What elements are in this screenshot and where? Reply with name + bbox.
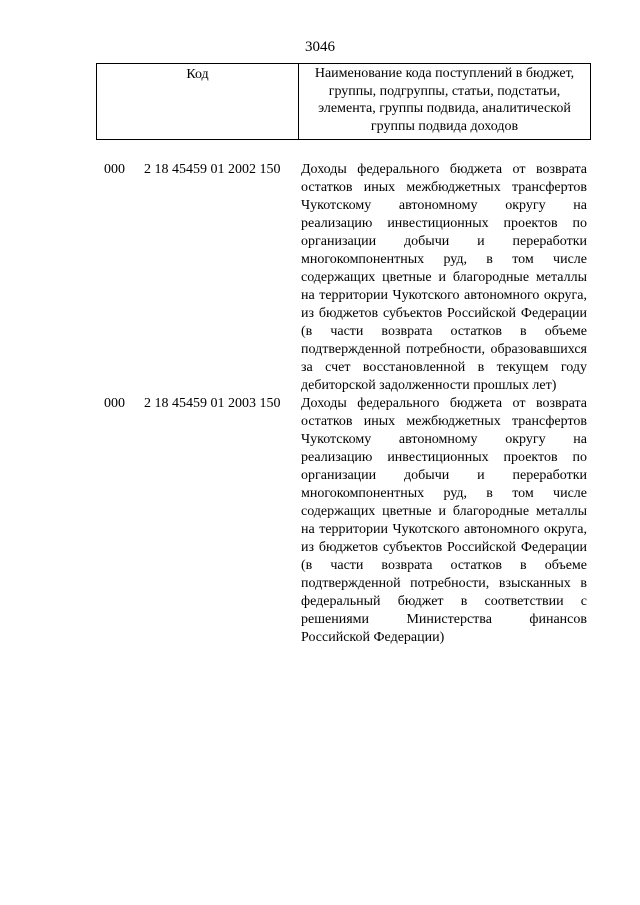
revenue-code-list xyxy=(0,161,640,647)
revenue-description: Доходы федерального бюджета от возврата остатков иных межбюджетных трансфертов Чукотскому автономному округу на реализацию инвестиционных проектов по организации добычи и переработки многокомпонентных руд, в том числе содержащих цветные и благородные металлы на территории Чукотского автономного округа, из бюджетов субъектов Российской Федерации (в части возврата остатков в объеме подтвержденной потребности, взысканных в федеральный бюджет в соответствии с решениями Министерства финансов Российской Федерации) xyxy=(301,396,587,645)
budget-code: 2 18 45459 01 2002 150 xyxy=(144,162,281,177)
table-header xyxy=(96,63,591,140)
name-column-header: Наименование кода поступлений в бюджет, группы, подгруппы, статьи, подстатьи, элемента, группы подвида, аналитической группы подвида доходов xyxy=(299,64,591,140)
table-row xyxy=(0,395,640,647)
table-row xyxy=(0,161,640,395)
revenue-description: Доходы федерального бюджета от возврата остатков иных межбюджетных трансфертов Чукотскому автономному округу на реализацию инвестиционных проектов по организации добычи и переработки многокомпонентных руд, в том числе содержащих цветные и благородные металлы на территории Чукотского автономного округа, из бюджетов субъектов Российской Федерации (в части возврата остатков в объеме подтвержденной потребности, образовавшихся за счет восстановленной в текущем году дебиторской задолженности прошлых лет) xyxy=(301,162,587,393)
admin-code: 000 xyxy=(104,396,125,411)
table-header-row xyxy=(97,64,591,140)
code-column-header: Код xyxy=(97,64,299,140)
page-number: 3046 xyxy=(305,39,335,55)
admin-code: 000 xyxy=(104,162,125,177)
budget-code: 2 18 45459 01 2003 150 xyxy=(144,396,281,411)
